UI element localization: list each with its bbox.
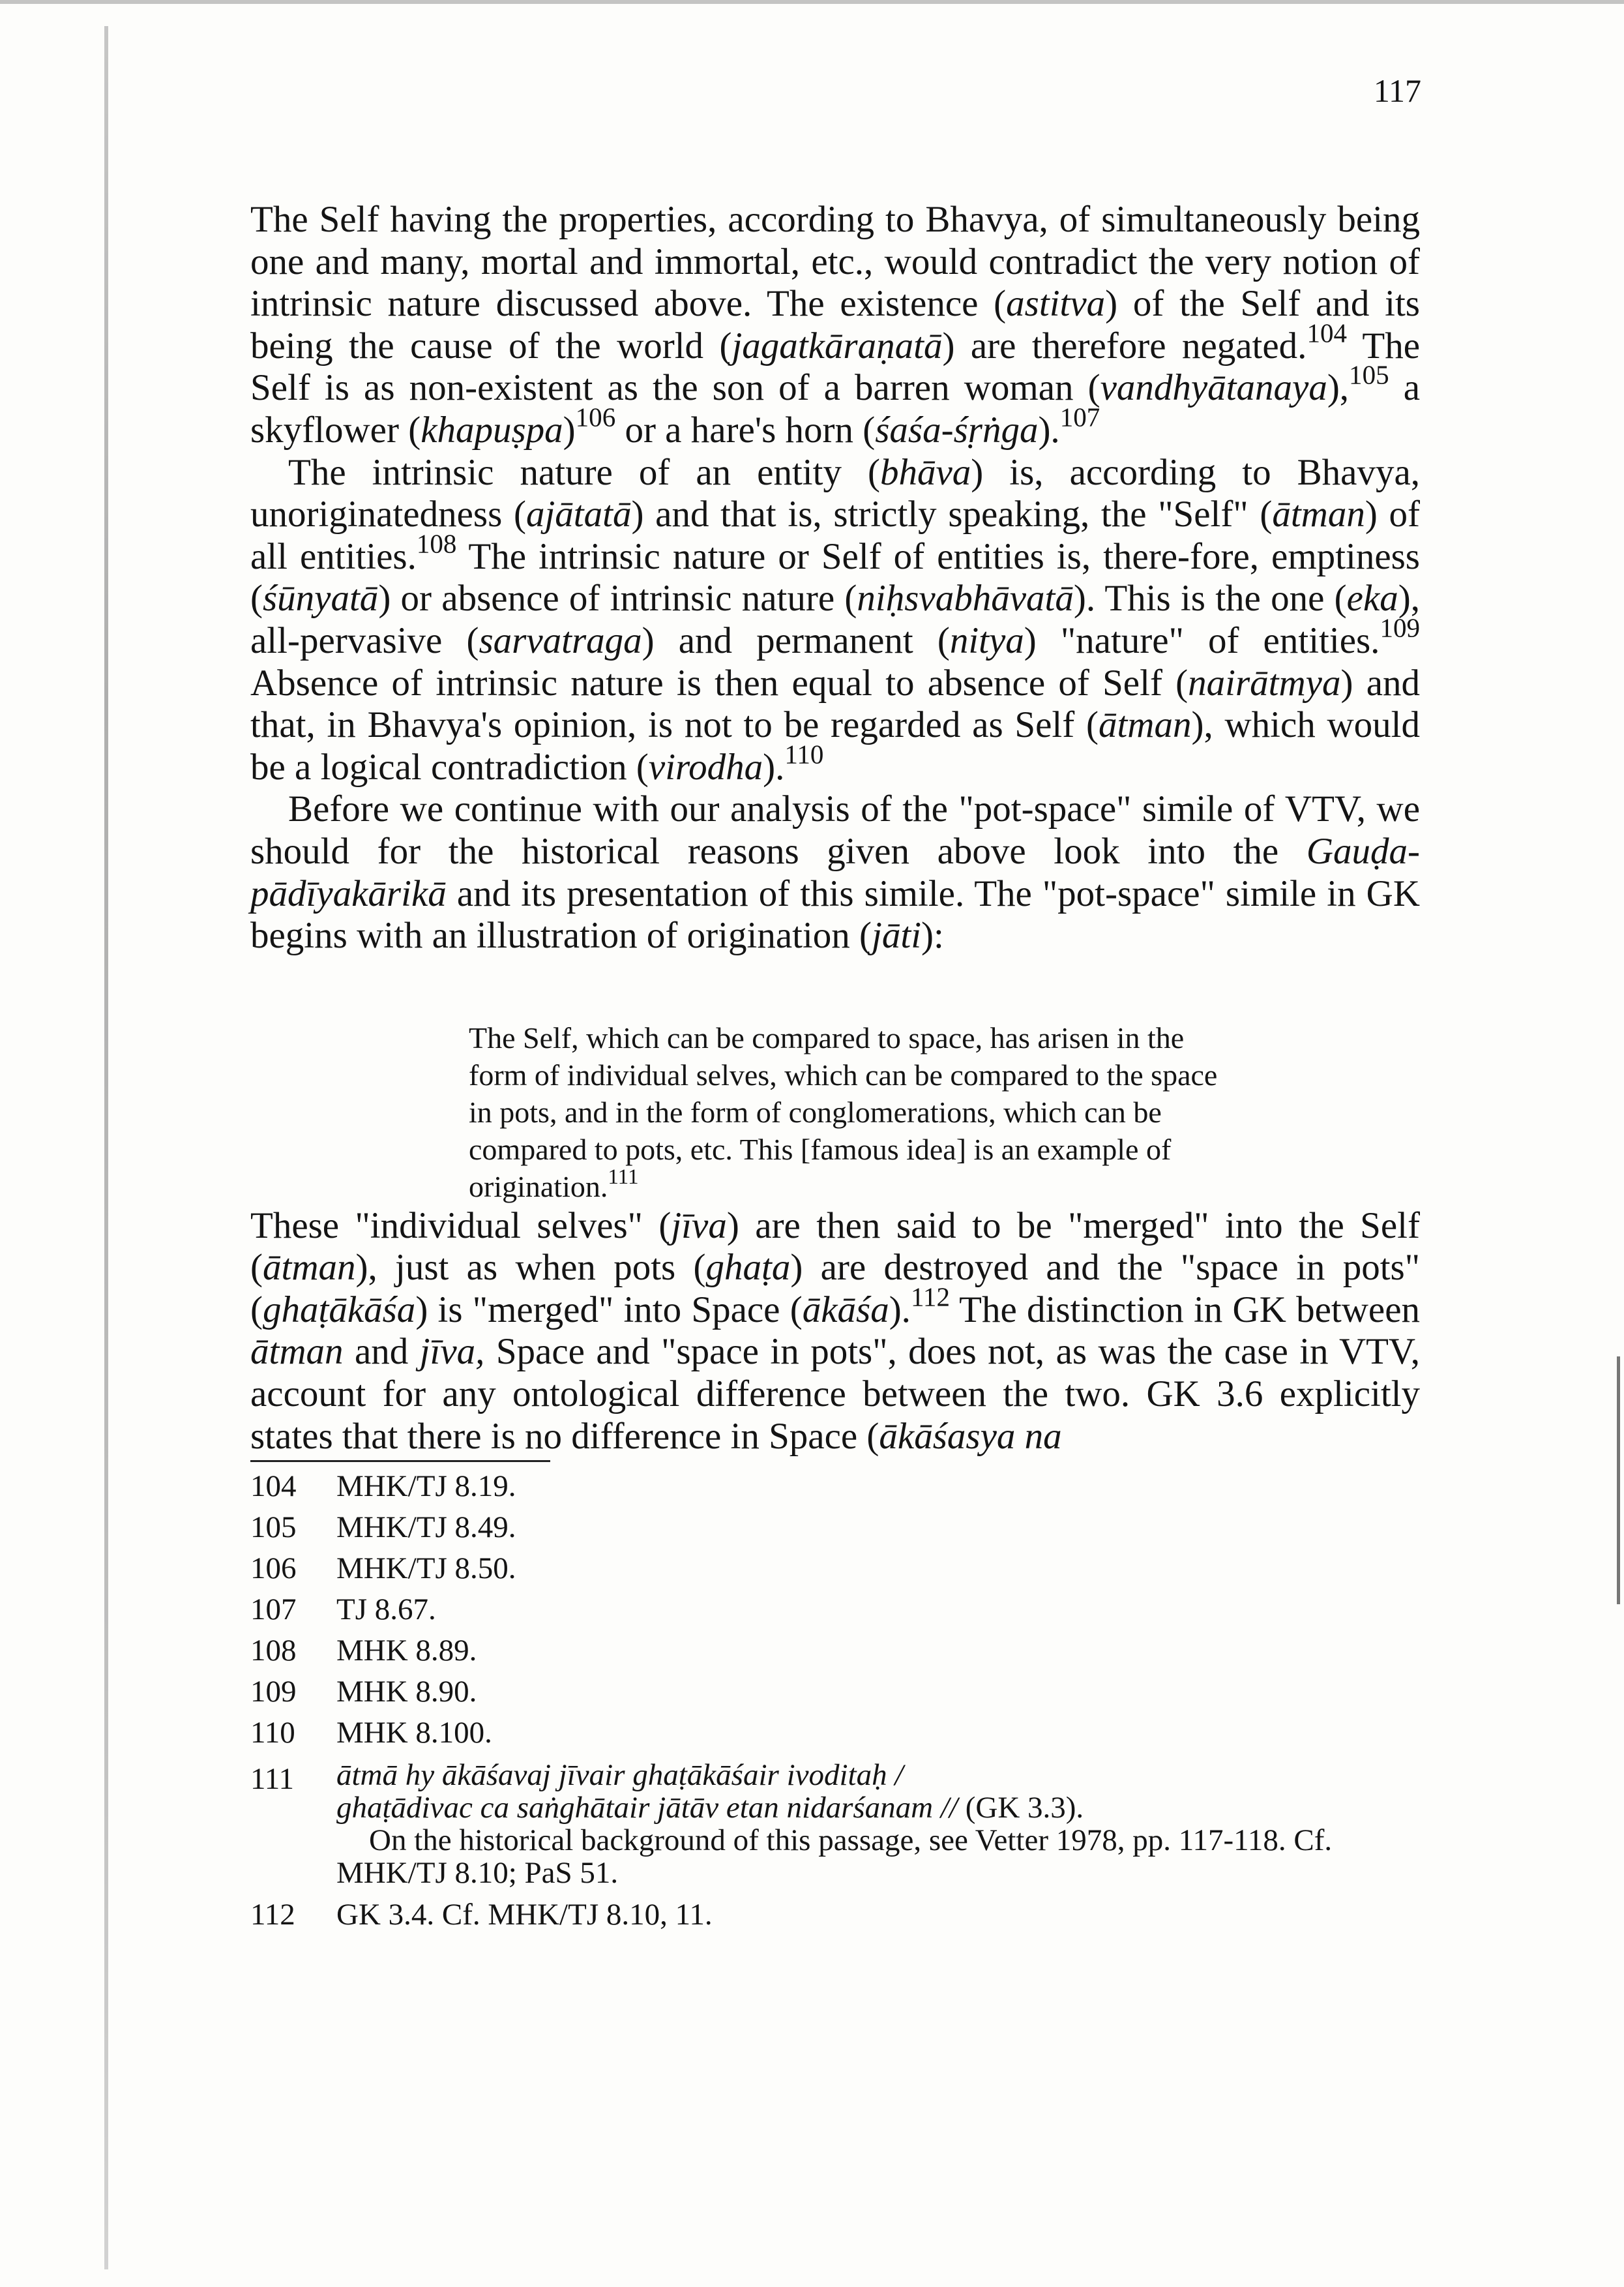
footnote-ref: 110 bbox=[784, 739, 824, 770]
text-run: ) and permanent ( bbox=[642, 620, 950, 661]
text-run: ), just as when pots ( bbox=[355, 1247, 706, 1289]
footnote-number: 110 bbox=[250, 1716, 295, 1750]
italic-term: ghaṭa bbox=[705, 1247, 791, 1289]
footnote-text bbox=[336, 1759, 1420, 1889]
text-run: ) of all entities. bbox=[250, 494, 1421, 577]
footnote-ref: 106 bbox=[575, 402, 616, 432]
text-run: The Self having the properties, according to Bhavya, of simultaneously being one and many, mortal and immortal, etc., would contradict the very notion of intrinsic nature discussed above. The existence ( bbox=[250, 199, 1420, 325]
text-run: ), all-pervasive ( bbox=[250, 578, 1420, 661]
text-run: The Self, which can be compared to space, has arisen in the form of individual selves, which can be compared to the space in pots, and in the form of conglomerations, which can be compared to pots, etc. This [famous idea] is an example of origination. bbox=[469, 1021, 1218, 1203]
footnote bbox=[250, 1671, 1420, 1712]
text-run: ) is, according to Bhavya, unoriginatedness ( bbox=[250, 451, 1421, 535]
footnote-number: 104 bbox=[250, 1469, 297, 1504]
footnote-text: MHK/TJ 8.50. bbox=[336, 1551, 516, 1586]
text-run: Before we continue with our analysis of the "pot-space" simile of VTV, we should for the historical reasons given above look into the bbox=[250, 788, 1420, 872]
footnote-text: MHK/TJ 8.49. bbox=[336, 1510, 516, 1545]
text-run: or a hare's horn ( bbox=[615, 409, 876, 451]
footnote-number: 108 bbox=[250, 1634, 297, 1668]
italic-term: Gauḍa-pādīyakārikā bbox=[250, 830, 1420, 914]
verse-text: ghaṭādivac ca saṅghātair jātāv etan nidarśanam // bbox=[336, 1791, 958, 1825]
italic-term: śūnyatā bbox=[262, 578, 379, 620]
paragraph-after-quote bbox=[250, 1205, 1420, 1458]
text-column bbox=[250, 199, 1420, 1936]
text-run: a skyflower ( bbox=[250, 367, 1420, 451]
footnote-text: MHK/TJ 8.19. bbox=[336, 1469, 516, 1504]
italic-term: virodha bbox=[648, 746, 763, 788]
italic-term: ajātatā bbox=[525, 494, 632, 535]
text-run: ) or absence of intrinsic nature ( bbox=[378, 578, 857, 620]
footnote-ref: 104 bbox=[1307, 318, 1347, 348]
paragraph-1 bbox=[250, 199, 1420, 452]
footnote bbox=[250, 1630, 1420, 1671]
note-line: On the historical background of this passage, see Vetter 1978, pp. 117-118. Cf. bbox=[369, 1823, 1333, 1858]
italic-term: ākāśasya na bbox=[879, 1415, 1062, 1457]
text-run: The intrinsic nature or Self of entities is, there-fore, emptiness ( bbox=[250, 535, 1420, 620]
text-run: ) and that, in Bhavya's opinion, is not to be regarded as Self ( bbox=[250, 662, 1421, 746]
italic-term: vandhyātanaya bbox=[1100, 367, 1327, 409]
italic-term: astitva bbox=[1006, 283, 1106, 325]
text-run: ) bbox=[563, 409, 576, 451]
footnote-ref: 105 bbox=[1349, 359, 1389, 390]
italic-term: ātman bbox=[250, 1331, 344, 1373]
scan-edge-left bbox=[104, 26, 108, 2269]
footnote-ref: 107 bbox=[1059, 402, 1100, 432]
page-number: 117 bbox=[1373, 72, 1421, 109]
italic-term: jīva, bbox=[419, 1331, 485, 1373]
footnote-ref: 108 bbox=[416, 528, 457, 559]
italic-term: ghaṭākāśa bbox=[262, 1289, 416, 1330]
italic-term: ātman bbox=[1272, 494, 1365, 535]
text-run: ) of the Self and its being the cause of the world ( bbox=[250, 283, 1420, 366]
text-run: ) are destroyed and the "space in pots" ( bbox=[250, 1247, 1420, 1330]
footnote-number: 111 bbox=[250, 1762, 295, 1797]
italic-term: śaśa-śṛṅga bbox=[875, 409, 1039, 451]
italic-term: eka bbox=[1346, 578, 1398, 620]
footnote-ref: 109 bbox=[1380, 612, 1420, 643]
text-run: ), which would be a logical contradiction ( bbox=[250, 704, 1421, 788]
text-run: ). bbox=[763, 746, 785, 788]
text-run: The Self is as non-existent as the son of a barren woman ( bbox=[250, 325, 1420, 409]
italic-term: ātman bbox=[1098, 704, 1192, 746]
scan-edge-top bbox=[0, 0, 1624, 4]
italic-term: niḥsvabhāvatā bbox=[857, 578, 1074, 620]
text-run: The distinction in GK between bbox=[949, 1289, 1420, 1330]
text-run: ). bbox=[1038, 409, 1060, 451]
footnote-number: 106 bbox=[250, 1551, 297, 1586]
italic-term: jagatkāraṇatā bbox=[731, 325, 943, 366]
footnote bbox=[250, 1712, 1420, 1754]
footnotes bbox=[250, 1466, 1420, 1936]
text-run: ) and that is, strictly speaking, the "Self" ( bbox=[631, 494, 1273, 535]
footnote-text: GK 3.4. Cf. MHK/TJ 8.10, 11. bbox=[336, 1898, 713, 1932]
note-line: MHK/TJ 8.10; PaS 51. bbox=[336, 1856, 619, 1891]
paragraph-2 bbox=[250, 452, 1420, 789]
scan-edge-right bbox=[1617, 1356, 1620, 1604]
footnote-text: MHK 8.90. bbox=[336, 1675, 477, 1709]
footnote bbox=[250, 1507, 1420, 1548]
footnote-number: 112 bbox=[250, 1898, 295, 1932]
footnote-text: MHK 8.100. bbox=[336, 1716, 492, 1750]
footnote-rule bbox=[250, 1460, 550, 1462]
footnote-112 bbox=[250, 1894, 1420, 1936]
text-run: ). bbox=[889, 1289, 911, 1330]
text-run: ): bbox=[921, 915, 944, 957]
italic-term: nitya bbox=[949, 620, 1024, 661]
italic-term: khapuṣpa bbox=[421, 409, 563, 451]
text-run: ). This is the one ( bbox=[1073, 578, 1347, 620]
text-run: ) is "merged" into Space ( bbox=[415, 1289, 803, 1330]
text-run: ), bbox=[1327, 367, 1350, 409]
footnote-ref: 112 bbox=[910, 1281, 950, 1312]
footnote-text: MHK 8.89. bbox=[336, 1634, 477, 1668]
footnote-number: 109 bbox=[250, 1675, 297, 1709]
paragraph-3 bbox=[250, 788, 1420, 957]
block-quote bbox=[469, 1019, 1245, 1205]
italic-term: ākāśa bbox=[802, 1289, 889, 1330]
italic-term: jāti bbox=[872, 915, 922, 957]
italic-term: jīva bbox=[671, 1204, 727, 1246]
footnote-111 bbox=[250, 1759, 1420, 1889]
footnote bbox=[250, 1548, 1420, 1589]
text-run: Space and "space in pots", does not, as was the case in VTV, account for any ontological difference between the two. GK 3.6 explicitly states that there is no difference in Space ( bbox=[250, 1331, 1420, 1457]
text-run: The intrinsic nature of an entity ( bbox=[288, 451, 880, 493]
footnote-number: 107 bbox=[250, 1592, 297, 1627]
text-run: These "individual selves" ( bbox=[250, 1204, 672, 1246]
footnote bbox=[250, 1589, 1420, 1630]
footnote bbox=[250, 1466, 1420, 1507]
verse-reference: (GK 3.3). bbox=[958, 1791, 1084, 1825]
italic-term: nairātmya bbox=[1188, 662, 1341, 704]
footnote-number: 105 bbox=[250, 1510, 297, 1545]
footnote-text: TJ 8.67. bbox=[336, 1592, 436, 1627]
footnote-ref: 111 bbox=[608, 1164, 639, 1189]
verse-line bbox=[336, 1791, 1420, 1824]
text-run: ) are then said to be "merged" into the Self ( bbox=[250, 1204, 1420, 1289]
text-run: Absence of intrinsic nature is then equal to absence of Self ( bbox=[250, 662, 1188, 704]
italic-term: sarvatraga bbox=[479, 620, 642, 661]
text-run: and bbox=[343, 1331, 420, 1373]
italic-term: ātman bbox=[262, 1247, 356, 1289]
italic-term: bhāva bbox=[879, 451, 971, 493]
text-run: ) are therefore negated. bbox=[942, 325, 1307, 366]
verse-line: ātmā hy ākāśavaj jīvair ghaṭākāśair ivoditaḥ / bbox=[336, 1758, 904, 1793]
text-run: ) "nature" of entities. bbox=[1024, 620, 1380, 661]
text-run: and its presentation of this simile. The "pot-space" simile in GK begins with an illustration of origination ( bbox=[250, 873, 1420, 957]
